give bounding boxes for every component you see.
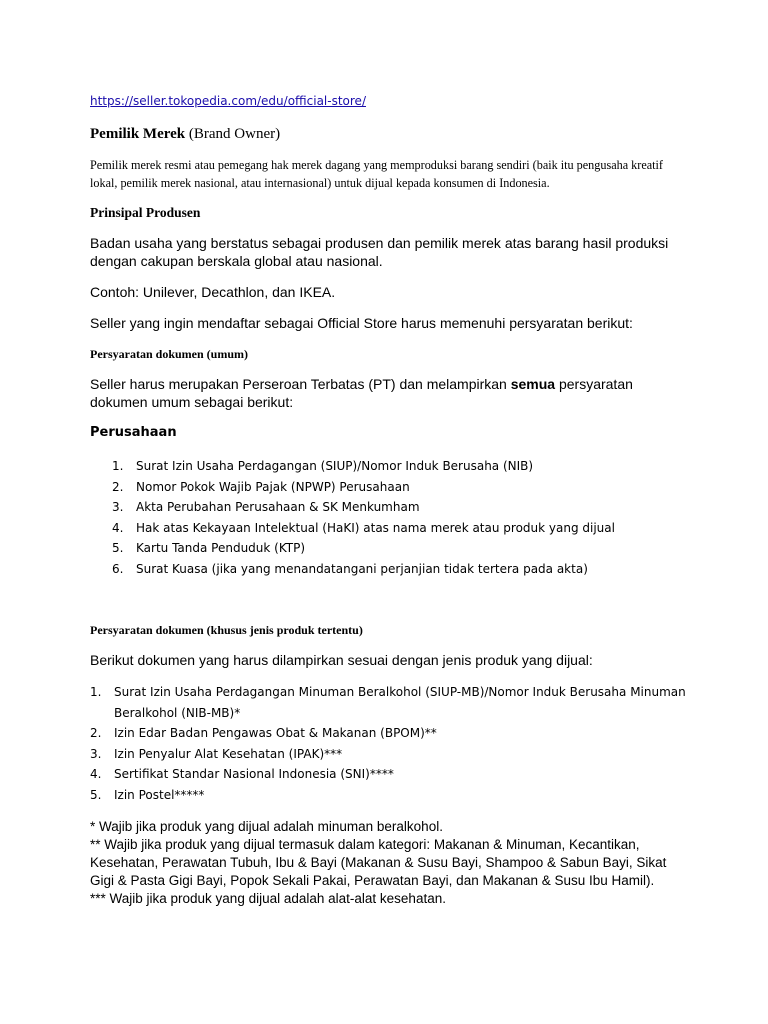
brand-owner-title bbox=[90, 124, 690, 144]
company-subheading: Perusahaan bbox=[90, 425, 177, 440]
list-item: 1. Surat Izin Usaha Perdagangan (SIUP)/Nomor Induk Berusaha (NIB) bbox=[112, 459, 534, 473]
specific-docs-list bbox=[90, 682, 690, 805]
list-item: 4. Hak atas Kekayaan Intelektual (HaKI) atas nama merek atau produk yang dijual bbox=[112, 520, 615, 535]
footnotes bbox=[90, 818, 690, 908]
principal-example: Contoh: Unilever, Decathlon, dan IKEA. bbox=[90, 284, 336, 300]
requirement-intro: Seller yang ingin mendaftar sebagai Official Store harus memenuhi persyaratan berikut: bbox=[90, 315, 633, 331]
list-item: 3. Izin Penyalur Alat Kesehatan (IPAK)*** bbox=[90, 746, 343, 761]
principal-paragraph: Badan usaha yang berstatus sebagai produsen dan pemilik merek atas barang hasil produksi dengan cakupan berskala global atau nasional. bbox=[90, 235, 669, 269]
list-item: 5. Izin Postel***** bbox=[90, 787, 205, 802]
principal-heading: Prinsipal Produsen bbox=[90, 205, 201, 220]
general-docs-intro-bold: semua bbox=[510, 376, 556, 392]
general-docs-intro-before: Seller harus merupakan Perseroan Terbatas (PT) dan melampirkan bbox=[90, 376, 511, 392]
general-docs-heading: Persyaratan dokumen (umum) bbox=[90, 347, 248, 361]
list-item: 5. Kartu Tanda Penduduk (KTP) bbox=[112, 541, 306, 555]
official-store-link[interactable]: https://seller.tokopedia.com/edu/official-store/ bbox=[90, 94, 366, 108]
general-docs-intro-after: persyaratan dokumen umum sebagai berikut: bbox=[90, 376, 633, 410]
list-item: 2. Nomor Pokok Wajib Pajak (NPWP) Perusahaan bbox=[112, 479, 410, 494]
general-docs-intro bbox=[90, 375, 690, 411]
list-item: 3. Akta Perubahan Perusahaan & SK Menkumham bbox=[112, 500, 420, 514]
general-docs-list bbox=[112, 456, 690, 579]
specific-docs-intro: Berikut dokumen yang harus dilampirkan sesuai dengan jenis produk yang dijual: bbox=[90, 652, 593, 668]
list-item: 1. Surat Izin Usaha Perdagangan Minuman Beralkohol (SIUP-MB)/Nomor Induk Berusaha Minuman Beralkohol (NIB-MB)* bbox=[90, 685, 686, 720]
footnote: ** Wajib jika produk yang dijual termasuk dalam kategori: Makanan & Minuman, Kecantikan, Kesehatan, Perawatan Tubuh, Ibu & Bayi (Makanan & Susu Bayi, Shampoo & Sabun Bayi, Sikat Gigi & Pasta Gigi Bayi, Popok Sekali Pakai, Perawatan Bayi, dan Makanan & Susu Ibu Hamil). bbox=[90, 837, 667, 888]
list-item: 6. Surat Kuasa (jika yang menandatangani perjanjian tidak tertera pada akta) bbox=[112, 561, 588, 576]
brand-owner-title-bold: Pemilik Merek bbox=[90, 126, 186, 142]
footnote: * Wajib jika produk yang dijual adalah minuman beralkohol. bbox=[90, 819, 443, 834]
document-page bbox=[90, 92, 690, 908]
footnote: *** Wajib jika produk yang dijual adalah alat-alat kesehatan. bbox=[90, 891, 446, 906]
list-item: 2. Izin Edar Badan Pengawas Obat & Makanan (BPOM)** bbox=[90, 726, 437, 740]
brand-owner-paragraph: Pemilik merek resmi atau pemegang hak merek dagang yang memproduksi barang sendiri (baik itu pengusaha kreatif lokal, pemilik merek nasional, atau internasional) untuk dijual kepada konsumen di Indonesia. bbox=[90, 158, 663, 190]
list-item: 4. Sertifikat Standar Nasional Indonesia (SNI)**** bbox=[90, 767, 394, 781]
brand-owner-title-rest: (Brand Owner) bbox=[185, 126, 281, 142]
specific-docs-heading: Persyaratan dokumen (khusus jenis produk tertentu) bbox=[90, 623, 363, 637]
